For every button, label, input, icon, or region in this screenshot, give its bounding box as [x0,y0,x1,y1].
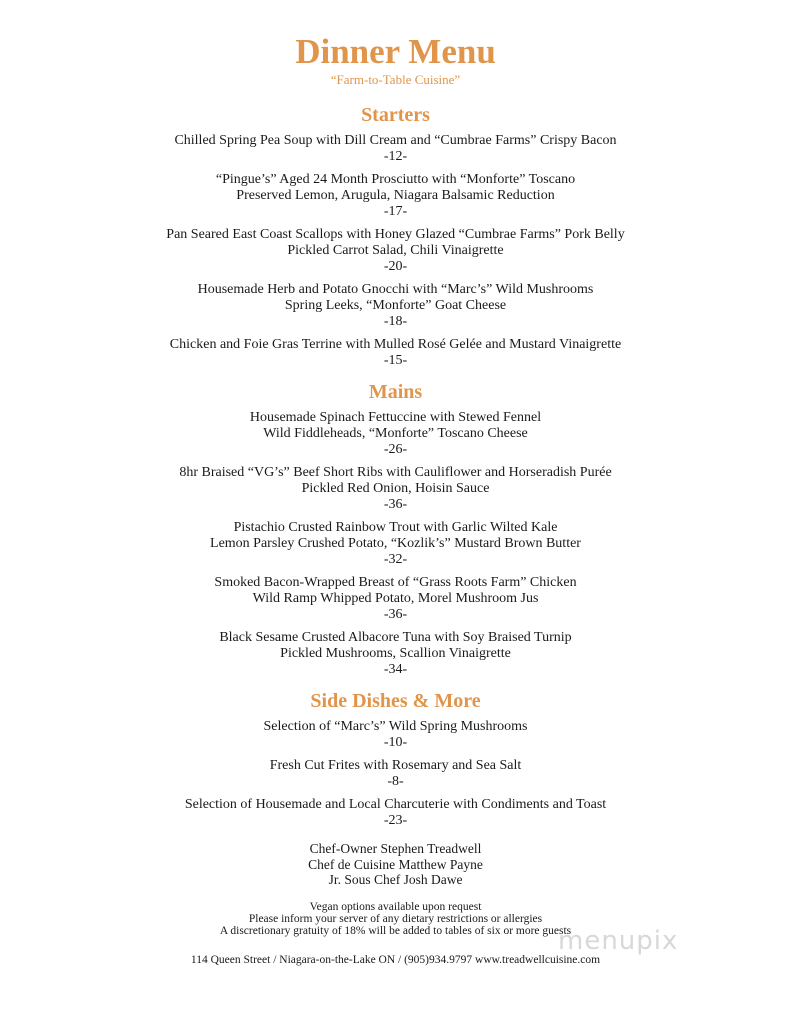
menu-subtitle: “Farm-to-Table Cuisine” [330,72,461,87]
menu-item-price: -36- [383,497,408,512]
menu-item-price: -26- [383,442,408,457]
menu-item-price: -15- [383,353,408,368]
chef-line: Chef-Owner Stephen Treadwell [309,841,482,856]
menu-item-description: Wild Fiddleheads, “Monforte” Toscano Cheese [263,426,528,441]
menu-item-price: -23- [383,813,408,828]
menu-item [0,797,791,829]
menu-item-description: Pickled Mushrooms, Scallion Vinaigrette [280,646,511,661]
restaurant-address: 114 Queen Street / Niagara-on-the-Lake ON / (905)934.9797 www.treadwellcuisine.com [190,953,601,966]
menu-item [0,465,791,513]
menu-item-description: Housemade Spinach Fettuccine with Stewed Fennel [249,410,542,425]
menu-item [0,410,791,458]
menu-title: Dinner Menu [295,32,496,71]
menu-item-description: Chilled Spring Pea Soup with Dill Cream and “Cumbrae Farms” Crispy Bacon [174,133,617,148]
menu-item-description: Preserved Lemon, Arugula, Niagara Balsamic Reduction [236,188,555,203]
menu-item [0,227,791,275]
menu-item-description: Selection of “Marc’s” Wild Spring Mushrooms [263,719,528,734]
menu-item [0,758,791,790]
chef-line: Jr. Sous Chef Josh Dawe [328,872,463,887]
menu-item-description: “Pingue’s” Aged 24 Month Prosciutto with “Monforte” Toscano [215,172,576,187]
menu-item-price: -20- [383,259,408,274]
section-heading: Mains [368,381,423,403]
menu-item [0,520,791,568]
menu-item-description: Pan Seared East Coast Scallops with Honey Glazed “Cumbrae Farms” Pork Belly [166,227,625,242]
chef-credits [0,841,791,888]
menupix-watermark: menupix [558,926,679,956]
note-line: Vegan options available upon request [309,900,482,913]
menu-item-description: Housemade Herb and Potato Gnocchi with “Marc’s” Wild Mushrooms [197,282,594,297]
chef-line: Chef de Cuisine Matthew Payne [308,856,483,872]
menu-item-description: Selection of Housemade and Local Charcuterie with Condiments and Toast [184,797,607,812]
menu-item-price: -32- [383,552,408,567]
note-line: A discretionary gratuity of 18% will be added to tables of six or more guests [219,924,572,937]
section-heading: Side Dishes & More [310,690,481,712]
menu-item [0,337,791,369]
menu-item-description: Wild Ramp Whipped Potato, Morel Mushroom Jus [252,591,539,606]
menu-item [0,719,791,751]
menu-item-price: -8- [387,774,404,789]
menu-item-price: -12- [383,149,408,164]
menu-item-description: Black Sesame Crusted Albacore Tuna with Soy Braised Turnip [219,630,572,645]
menu-item [0,630,791,678]
menu-item-price: -34- [383,662,408,677]
menu-item [0,172,791,220]
menu-item-price: -10- [383,735,408,750]
menu-item-description: 8hr Braised “VG’s” Beef Short Ribs with Cauliflower and Horseradish Purée [179,465,612,480]
menu-item-price: -36- [383,607,408,622]
menu-sections [0,103,791,829]
menu-item [0,282,791,330]
menu-item-description: Chicken and Foie Gras Terrine with Mulled Rosé Gelée and Mustard Vinaigrette [169,337,622,352]
menu-item-description: Pickled Red Onion, Hoisin Sauce [301,481,490,496]
menu-item-price: -17- [383,204,408,219]
menu-page [0,32,791,967]
menu-item-price: -18- [383,314,408,329]
menu-item-description: Lemon Parsley Crushed Potato, “Kozlik’s” Mustard Brown Butter [210,536,581,551]
menu-item-description: Smoked Bacon-Wrapped Breast of “Grass Roots Farm” Chicken [214,575,577,590]
note-line: Please inform your server of any dietary restrictions or allergies [248,912,543,925]
menu-item-description: Pickled Carrot Salad, Chili Vinaigrette [287,243,504,258]
menu-item-description: Spring Leeks, “Monforte” Goat Cheese [284,298,507,313]
menu-item [0,133,791,165]
menu-item-description: Pistachio Crusted Rainbow Trout with Garlic Wilted Kale [233,520,558,535]
menu-item [0,575,791,623]
menu-item-description: Fresh Cut Frites with Rosemary and Sea Salt [269,758,522,773]
section-heading: Starters [361,104,430,126]
